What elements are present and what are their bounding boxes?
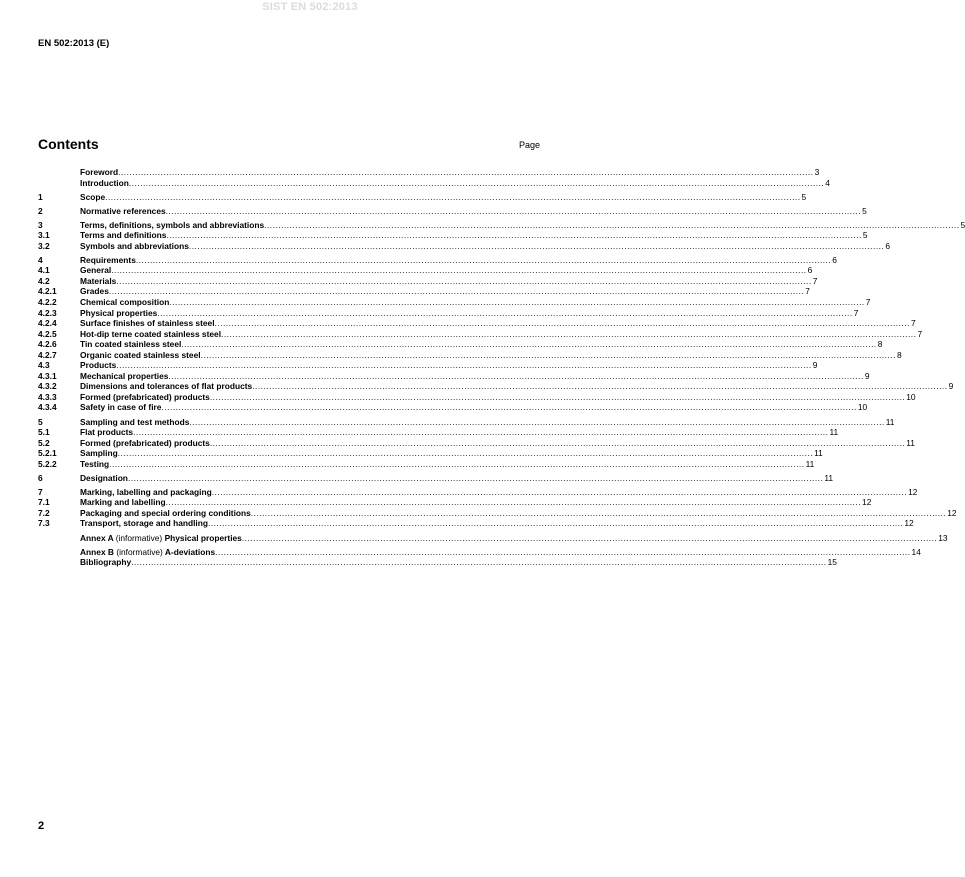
toc-entry-page: 9: [948, 381, 954, 392]
toc-entry-title: Chemical composition: [80, 297, 170, 308]
toc-leader-dots: [111, 265, 806, 276]
contents-title: Contents: [38, 136, 99, 152]
toc-leader-dots: [169, 297, 864, 308]
toc-entry[interactable]: [38, 458, 815, 470]
toc-leader-dots: [212, 487, 907, 498]
toc-entry-number: 3.1: [38, 230, 50, 241]
toc-entry-number: 5.2.1: [38, 448, 57, 459]
toc-entry-title: Hot-dip terne coated stainless steel: [80, 328, 222, 339]
toc-entry-number: 4.2: [38, 275, 50, 286]
toc-entry[interactable]: [38, 286, 810, 297]
toc-entry-number: 7.3: [38, 518, 50, 529]
toc-entry-number: 2: [38, 205, 43, 216]
toc-entry-number: 5: [38, 416, 43, 427]
table-of-contents: [38, 167, 965, 568]
toc-entry-page: 9: [812, 360, 818, 371]
toc-entry-title: Terms and definitions: [80, 230, 167, 241]
toc-entry-title: [80, 547, 215, 558]
toc-entry[interactable]: [38, 177, 830, 189]
toc-entry-number: 6: [38, 472, 43, 483]
toc-entry-title: Flat products: [80, 427, 134, 438]
toc-entry-page: 7: [865, 297, 871, 308]
annex-title: Physical properties: [164, 532, 242, 543]
toc-entry-title: Dimensions and tolerances of flat products: [80, 381, 253, 392]
toc-entry[interactable]: [38, 219, 965, 231]
toc-entry-page: 8: [877, 339, 883, 350]
toc-entry-number: 3: [38, 219, 43, 230]
toc-entry-title: Requirements: [80, 254, 136, 265]
toc-entry-title: Terms, definitions, symbols and abbreviations: [80, 219, 265, 230]
toc-entry-number: 4.2.1: [38, 286, 57, 297]
toc-entry-number: 7.1: [38, 497, 50, 508]
toc-entry-number: 3.2: [38, 240, 50, 251]
toc-entry-number: 5.2: [38, 437, 50, 448]
toc-entry-page: 6: [832, 254, 837, 265]
toc-entry-page: 5: [960, 219, 965, 230]
toc-entry[interactable]: [38, 546, 921, 558]
toc-entry-title: Physical properties: [80, 307, 158, 318]
toc-leader-dots: [109, 286, 804, 297]
toc-entry-number: 4.2.7: [38, 349, 57, 360]
document-id: EN 502:2013 (E): [38, 38, 110, 49]
toc-leader-dots: [161, 402, 856, 413]
toc-entry-page: 13: [938, 532, 948, 543]
toc-entry-page: 14: [911, 546, 921, 557]
toc-entry-title: [80, 533, 242, 544]
toc-entry[interactable]: [38, 416, 895, 428]
toc-entry-title: Scope: [80, 191, 106, 202]
toc-leader-dots: [116, 360, 811, 371]
toc-entry[interactable]: [38, 518, 914, 529]
annex-label: Annex B: [80, 546, 114, 557]
toc-entry-title: Introduction: [80, 177, 129, 188]
toc-leader-dots: [105, 192, 800, 203]
toc-leader-dots: [181, 339, 876, 350]
toc-entry-title: Tin coated stainless steel: [80, 339, 182, 350]
toc-entry-page: 11: [814, 448, 823, 459]
toc-leader-dots: [168, 371, 863, 382]
toc-leader-dots: [215, 318, 910, 329]
page-number: 2: [38, 820, 45, 832]
toc-leader-dots: [131, 557, 826, 568]
toc-entry[interactable]: [38, 402, 868, 413]
toc-entry-title: Surface finishes of stainless steel: [80, 318, 215, 329]
toc-entry-page: 5: [801, 191, 807, 202]
toc-entry-page: 7: [917, 328, 923, 339]
toc-leader-dots: [157, 308, 852, 319]
toc-entry-number: 4.2.6: [38, 339, 57, 350]
toc-entry-title: Formed (prefabricated) products: [80, 391, 210, 402]
toc-entry-number: 4: [38, 254, 43, 265]
toc-entry-number: 4.3.4: [38, 402, 57, 413]
toc-leader-dots: [136, 255, 831, 266]
toc-entry[interactable]: [38, 167, 820, 178]
toc-entry-title: Normative references: [80, 205, 166, 216]
toc-entry[interactable]: [38, 557, 837, 568]
toc-leader-dots: [189, 417, 884, 428]
toc-entry-title: Grades: [80, 286, 109, 297]
toc-entry-page: 10: [906, 391, 916, 402]
toc-entry-page: 12: [908, 486, 918, 497]
toc-entry-title: Designation: [80, 472, 128, 483]
toc-entry-title: Sampling and test methods: [80, 416, 190, 427]
toc-entry[interactable]: [38, 497, 872, 508]
toc-leader-dots: [251, 508, 946, 519]
toc-leader-dots: [116, 276, 811, 287]
toc-entry-title: Bibliography: [80, 557, 132, 568]
toc-entry-title: Organic coated stainless steel: [80, 349, 201, 360]
toc-entry-title: Marking and labelling: [80, 497, 166, 508]
toc-entry-number: 4.3: [38, 360, 50, 371]
toc-entry-page: 7: [853, 307, 859, 318]
toc-leader-dots: [221, 329, 916, 340]
toc-leader-dots: [166, 230, 861, 241]
toc-leader-dots: [264, 220, 959, 231]
toc-entry-page: 3: [814, 167, 820, 177]
toc-entry-title: Formed (prefabricated) products: [80, 437, 210, 448]
toc-leader-dots: [208, 518, 903, 529]
toc-entry-page: 10: [857, 402, 868, 413]
toc-entry-page: 7: [805, 286, 810, 297]
toc-entry-title: General: [80, 265, 112, 276]
toc-entry-title: Materials: [80, 275, 117, 286]
toc-entry-title: Foreword: [80, 167, 119, 177]
toc-entry-title: Testing: [80, 458, 110, 469]
toc-entry[interactable]: [38, 307, 859, 319]
toc-entry-title: Products: [80, 360, 117, 371]
toc-entry-number: 5.2.2: [38, 458, 57, 469]
toc-entry[interactable]: [38, 240, 890, 252]
toc-leader-dots: [210, 438, 905, 449]
toc-entry[interactable]: [38, 275, 818, 287]
toc-entry[interactable]: [38, 254, 837, 266]
toc-entry[interactable]: [38, 360, 818, 371]
toc-entry[interactable]: [38, 318, 916, 329]
annex-informative-tag: (informative): [116, 546, 163, 557]
toc-entry-page: 5: [862, 230, 868, 241]
toc-leader-dots: [166, 497, 861, 508]
toc-entry-number: 7: [38, 486, 43, 497]
toc-entry[interactable]: [38, 205, 867, 217]
toc-leader-dots: [118, 167, 813, 178]
toc-entry-page: 11: [829, 427, 839, 438]
toc-entry-number: 4.1: [38, 265, 50, 276]
toc-leader-dots: [133, 427, 828, 438]
toc-entry-title: Mechanical properties: [80, 370, 169, 381]
toc-entry-page: 12: [904, 518, 914, 529]
toc-entry[interactable]: [38, 349, 902, 361]
toc-entry-page: 11: [805, 458, 815, 469]
toc-entry-number: 1: [38, 191, 43, 202]
toc-entry-page: 11: [906, 437, 915, 448]
toc-entry-page: 12: [947, 507, 957, 518]
toc-entry[interactable]: [38, 370, 870, 382]
toc-entry[interactable]: [38, 437, 915, 449]
toc-entry[interactable]: [38, 472, 834, 484]
toc-entry-page: 6: [807, 265, 813, 276]
toc-entry-title: Symbols and abbreviations: [80, 240, 189, 251]
toc-entry[interactable]: [38, 339, 883, 350]
toc-entry-page: 4: [825, 177, 830, 188]
toc-entry-page: 8: [896, 349, 902, 360]
toc-entry-page: 12: [862, 497, 872, 508]
toc-entry[interactable]: [38, 297, 871, 308]
toc-entry[interactable]: [38, 265, 813, 276]
toc-leader-dots: [166, 206, 861, 217]
toc-entry-page: 5: [862, 205, 867, 216]
toc-entry-number: 4.2.3: [38, 307, 57, 318]
toc-entry-number: 4.2.2: [38, 297, 57, 308]
toc-entry[interactable]: [38, 486, 918, 498]
toc-entry-number: 4.2.4: [38, 318, 57, 329]
page-column-label: Page: [518, 140, 540, 150]
toc-leader-dots: [189, 241, 884, 252]
toc-entry-title: Packaging and special ordering conditions: [80, 507, 251, 518]
toc-entry-page: 11: [885, 416, 895, 427]
toc-entry-title: Sampling: [80, 448, 118, 459]
toc-entry-title: Transport, storage and handling: [80, 518, 208, 529]
toc-entry[interactable]: [38, 328, 923, 340]
toc-leader-dots: [252, 381, 947, 392]
toc-entry-title: Safety in case of fire: [80, 402, 162, 413]
toc-entry-page: 6: [885, 240, 890, 251]
annex-informative-tag: (informative): [115, 532, 163, 543]
watermark: SIST EN 502:2013: [262, 1, 358, 13]
toc-entry[interactable]: [38, 381, 954, 392]
toc-leader-dots: [201, 350, 896, 361]
toc-entry[interactable]: [38, 391, 916, 403]
toc-entry-page: 7: [812, 275, 818, 286]
toc-leader-dots: [210, 392, 905, 403]
annex-title: A-deviations: [164, 546, 216, 557]
toc-entry[interactable]: [38, 230, 868, 241]
toc-leader-dots: [242, 533, 937, 544]
toc-entry-number: 4.2.5: [38, 328, 57, 339]
toc-entry-title: Marking, labelling and packaging: [80, 486, 212, 497]
toc-entry-number: 5.1: [38, 427, 50, 438]
toc-leader-dots: [128, 473, 823, 484]
toc-entry[interactable]: [38, 532, 948, 544]
toc-leader-dots: [118, 448, 813, 459]
toc-entry-page: 15: [827, 557, 837, 568]
toc-entry[interactable]: [38, 448, 823, 459]
toc-entry-page: 9: [864, 370, 870, 381]
toc-entry-number: 4.3.3: [38, 391, 57, 402]
toc-entry-number: 7.2: [38, 507, 50, 518]
annex-label: Annex A: [80, 532, 114, 543]
toc-leader-dots: [215, 547, 910, 558]
toc-entry-page: 7: [910, 318, 916, 329]
toc-entry[interactable]: [38, 507, 957, 519]
toc-entry[interactable]: [38, 191, 807, 203]
toc-entry-page: 11: [824, 472, 834, 483]
toc-entry-number: 4.3.2: [38, 381, 57, 392]
toc-entry[interactable]: [38, 427, 839, 438]
toc-leader-dots: [129, 178, 824, 189]
toc-entry-number: 4.3.1: [38, 370, 57, 381]
toc-leader-dots: [109, 459, 804, 470]
